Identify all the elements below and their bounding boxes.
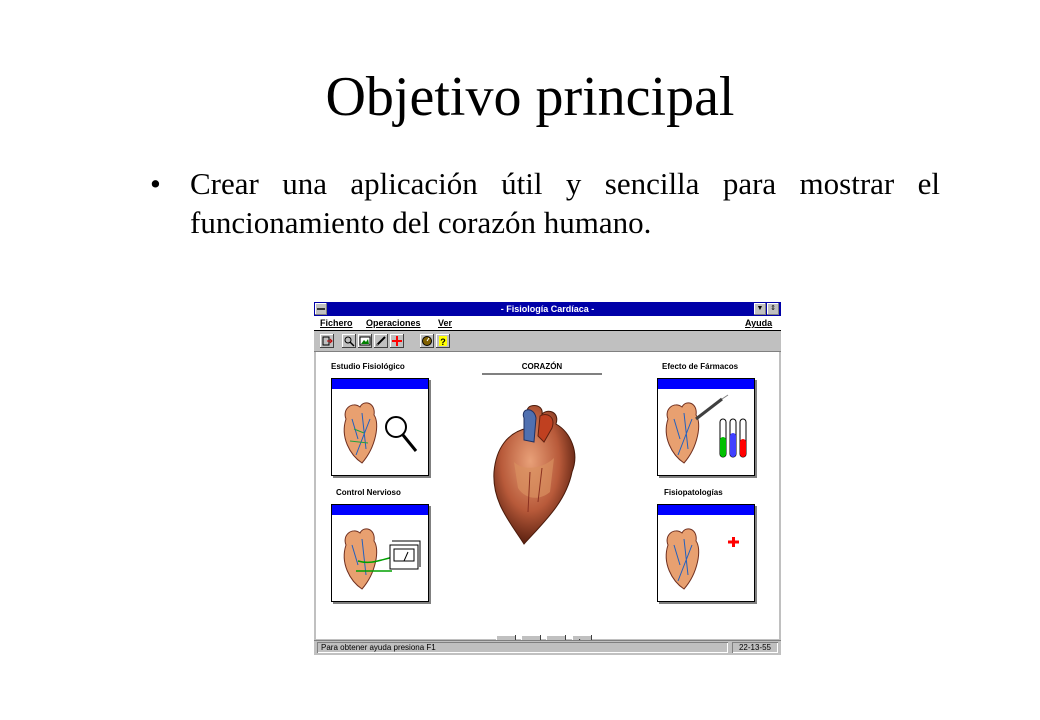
bullet-dot: • xyxy=(150,166,161,201)
toolbar xyxy=(314,331,781,352)
bullet-text: Crear una aplicación útil y sencilla para mostrar el funcionamiento del corazón humano. xyxy=(190,166,940,240)
red-cross-icon xyxy=(390,334,404,348)
panel-title-nervioso: Control Nervioso xyxy=(336,488,401,497)
image-icon xyxy=(358,334,372,348)
menu-fichero[interactable]: Fichero xyxy=(320,318,353,328)
panel-title-patologias: Fisiopatologías xyxy=(664,488,723,497)
heart-cross-icon xyxy=(658,515,754,601)
panel-efecto-farmacos[interactable] xyxy=(657,378,755,476)
status-time: 22-13-55 xyxy=(732,642,778,653)
slide-title: Objetivo principal xyxy=(325,66,735,128)
restore-button[interactable]: ⇕ xyxy=(767,303,779,315)
heart-gauge-icon xyxy=(332,515,428,601)
panel-bar xyxy=(332,379,428,389)
exit-icon xyxy=(320,334,334,348)
svg-text:?: ? xyxy=(440,337,446,347)
pathology-button[interactable] xyxy=(390,334,404,348)
syringe-button[interactable] xyxy=(374,334,388,348)
panel-bar xyxy=(658,379,754,389)
status-help-text: Para obtener ayuda presiona F1 xyxy=(317,642,728,653)
heart-magnifier-icon xyxy=(332,389,428,475)
status-bar xyxy=(314,640,781,655)
title-bar[interactable] xyxy=(314,302,781,316)
menu-bar xyxy=(314,316,781,331)
main-area xyxy=(316,352,779,639)
magnifier-icon xyxy=(342,334,356,348)
nervous-control-button[interactable] xyxy=(420,334,434,348)
window-title: - Fisiología Cardíaca - xyxy=(500,304,595,314)
app-window xyxy=(314,302,781,654)
panel-title-estudio: Estudio Fisiológico xyxy=(331,362,405,371)
heart-3d-image xyxy=(484,402,594,552)
help-button[interactable] xyxy=(436,334,450,348)
exit-button[interactable] xyxy=(320,334,334,348)
minimize-button[interactable]: ▼ xyxy=(754,303,766,315)
panel-control-nervioso[interactable] xyxy=(331,504,429,602)
menu-operaciones[interactable]: Operaciones xyxy=(366,318,421,328)
panel-bar xyxy=(658,505,754,515)
help-icon xyxy=(436,334,450,348)
panel-fisiopatologias[interactable] xyxy=(657,504,755,602)
panel-bar xyxy=(332,505,428,515)
center-title-underline xyxy=(482,373,602,375)
search-button[interactable] xyxy=(342,334,356,348)
image-button[interactable] xyxy=(358,334,372,348)
panel-estudio-fisiologico[interactable] xyxy=(331,378,429,476)
panel-title-farmacos: Efecto de Fármacos xyxy=(662,362,739,371)
menu-ayuda[interactable]: Ayuda xyxy=(745,318,773,328)
heart-syringe-tubes-icon xyxy=(658,389,754,475)
gauge-icon xyxy=(420,334,434,348)
syringe-icon xyxy=(374,334,388,348)
center-title: CORAZÓN xyxy=(521,362,563,371)
menu-ver[interactable]: Ver xyxy=(438,318,453,328)
